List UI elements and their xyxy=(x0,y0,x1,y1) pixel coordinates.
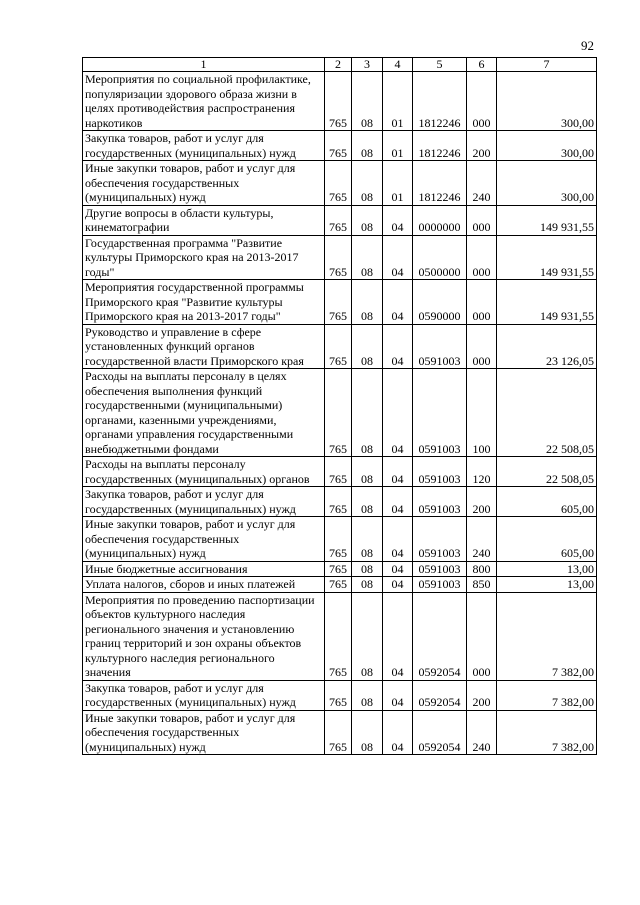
row-subsection-code: 04 xyxy=(383,592,413,680)
row-amount: 300,00 xyxy=(497,161,597,206)
row-section-code: 08 xyxy=(352,561,383,577)
row-subsection-code: 04 xyxy=(383,235,413,280)
page-number: 92 xyxy=(581,38,594,53)
row-expense-type-code: 120 xyxy=(467,457,497,487)
row-amount: 7 382,00 xyxy=(497,710,597,755)
row-subsection-code: 04 xyxy=(383,710,413,755)
row-target-code: 0000000 xyxy=(413,205,467,235)
column-header: 7 xyxy=(497,58,597,72)
row-name: Закупка товаров, работ и услуг для государственных (муниципальных) нужд xyxy=(83,131,325,161)
column-header: 6 xyxy=(467,58,497,72)
row-ministry-code: 765 xyxy=(325,369,352,457)
row-amount: 7 382,00 xyxy=(497,592,597,680)
table-row xyxy=(83,680,597,710)
row-expense-type-code: 240 xyxy=(467,517,497,562)
row-expense-type-code: 000 xyxy=(467,205,497,235)
row-ministry-code: 765 xyxy=(325,517,352,562)
row-target-code: 0592054 xyxy=(413,710,467,755)
row-section-code: 08 xyxy=(352,517,383,562)
column-header: 2 xyxy=(325,58,352,72)
table-row xyxy=(83,592,597,680)
table-row xyxy=(83,324,597,369)
row-name: Уплата налогов, сборов и иных платежей xyxy=(83,577,325,593)
row-expense-type-code: 240 xyxy=(467,161,497,206)
row-target-code: 0591003 xyxy=(413,561,467,577)
row-ministry-code: 765 xyxy=(325,710,352,755)
row-section-code: 08 xyxy=(352,487,383,517)
row-section-code: 08 xyxy=(352,369,383,457)
row-name: Мероприятия по социальной профилактике, популяризации здорового образа жизни в целях противодействия распространения наркотиков xyxy=(83,72,325,131)
row-ministry-code: 765 xyxy=(325,487,352,517)
row-amount: 605,00 xyxy=(497,487,597,517)
row-ministry-code: 765 xyxy=(325,561,352,577)
row-name: Иные закупки товаров, работ и услуг для обеспечения государственных (муниципальных) нужд xyxy=(83,710,325,755)
row-subsection-code: 04 xyxy=(383,561,413,577)
table-row xyxy=(83,72,597,131)
row-target-code: 0500000 xyxy=(413,235,467,280)
row-section-code: 08 xyxy=(352,205,383,235)
row-section-code: 08 xyxy=(352,72,383,131)
row-section-code: 08 xyxy=(352,710,383,755)
row-name: Другие вопросы в области культуры, кинематографии xyxy=(83,205,325,235)
row-target-code: 1812246 xyxy=(413,72,467,131)
row-name: Иные закупки товаров, работ и услуг для обеспечения государственных (муниципальных) нужд xyxy=(83,161,325,206)
row-section-code: 08 xyxy=(352,280,383,325)
row-name: Закупка товаров, работ и услуг для государственных (муниципальных) нужд xyxy=(83,680,325,710)
row-ministry-code: 765 xyxy=(325,680,352,710)
row-section-code: 08 xyxy=(352,577,383,593)
row-subsection-code: 04 xyxy=(383,487,413,517)
row-amount: 300,00 xyxy=(497,72,597,131)
row-name: Мероприятия по проведению паспортизации объектов культурного наследия регионального значения и установлению границ территорий и зон охраны объектов культурного наследия регионального значения xyxy=(83,592,325,680)
row-expense-type-code: 200 xyxy=(467,487,497,517)
row-subsection-code: 01 xyxy=(383,72,413,131)
table-row xyxy=(83,280,597,325)
row-subsection-code: 04 xyxy=(383,205,413,235)
row-amount: 149 931,55 xyxy=(497,205,597,235)
row-name: Государственная программа "Развитие культуры Приморского края на 2013-2017 годы" xyxy=(83,235,325,280)
table-row xyxy=(83,235,597,280)
row-target-code: 0591003 xyxy=(413,577,467,593)
row-target-code: 1812246 xyxy=(413,161,467,206)
row-ministry-code: 765 xyxy=(325,324,352,369)
row-target-code: 0591003 xyxy=(413,517,467,562)
row-section-code: 08 xyxy=(352,324,383,369)
budget-table xyxy=(82,57,597,755)
row-amount: 13,00 xyxy=(497,577,597,593)
column-header: 5 xyxy=(413,58,467,72)
row-target-code: 0592054 xyxy=(413,592,467,680)
row-subsection-code: 04 xyxy=(383,324,413,369)
row-ministry-code: 765 xyxy=(325,161,352,206)
row-subsection-code: 01 xyxy=(383,131,413,161)
row-amount: 23 126,05 xyxy=(497,324,597,369)
row-expense-type-code: 000 xyxy=(467,72,497,131)
row-section-code: 08 xyxy=(352,235,383,280)
table-row xyxy=(83,710,597,755)
row-name: Расходы на выплаты персоналу в целях обеспечения выполнения функций государственными (муниципальными) органами, казенными учреждениями, органами управления государственными внебюджетными фондами xyxy=(83,369,325,457)
row-expense-type-code: 240 xyxy=(467,710,497,755)
row-ministry-code: 765 xyxy=(325,280,352,325)
row-amount: 300,00 xyxy=(497,131,597,161)
row-expense-type-code: 000 xyxy=(467,280,497,325)
row-target-code: 0592054 xyxy=(413,680,467,710)
row-section-code: 08 xyxy=(352,592,383,680)
row-expense-type-code: 200 xyxy=(467,680,497,710)
row-amount: 605,00 xyxy=(497,517,597,562)
column-header: 4 xyxy=(383,58,413,72)
table-row xyxy=(83,561,597,577)
table-row xyxy=(83,577,597,593)
row-target-code: 1812246 xyxy=(413,131,467,161)
row-name: Закупка товаров, работ и услуг для государственных (муниципальных) нужд xyxy=(83,487,325,517)
row-expense-type-code: 200 xyxy=(467,131,497,161)
table-row xyxy=(83,517,597,562)
row-target-code: 0591003 xyxy=(413,324,467,369)
row-target-code: 0591003 xyxy=(413,369,467,457)
table-row xyxy=(83,205,597,235)
row-ministry-code: 765 xyxy=(325,235,352,280)
row-ministry-code: 765 xyxy=(325,577,352,593)
row-section-code: 08 xyxy=(352,131,383,161)
row-expense-type-code: 100 xyxy=(467,369,497,457)
table-row xyxy=(83,369,597,457)
row-name: Иные закупки товаров, работ и услуг для обеспечения государственных (муниципальных) нужд xyxy=(83,517,325,562)
row-ministry-code: 765 xyxy=(325,592,352,680)
row-section-code: 08 xyxy=(352,161,383,206)
row-expense-type-code: 850 xyxy=(467,577,497,593)
row-expense-type-code: 000 xyxy=(467,592,497,680)
header-row xyxy=(83,58,597,72)
row-subsection-code: 04 xyxy=(383,680,413,710)
table-row xyxy=(83,457,597,487)
row-ministry-code: 765 xyxy=(325,131,352,161)
row-amount: 22 508,05 xyxy=(497,369,597,457)
table-row xyxy=(83,487,597,517)
row-subsection-code: 04 xyxy=(383,517,413,562)
table-row xyxy=(83,131,597,161)
row-target-code: 0591003 xyxy=(413,457,467,487)
row-subsection-code: 04 xyxy=(383,280,413,325)
row-name: Иные бюджетные ассигнования xyxy=(83,561,325,577)
column-header: 1 xyxy=(83,58,325,72)
row-expense-type-code: 000 xyxy=(467,324,497,369)
row-section-code: 08 xyxy=(352,680,383,710)
row-amount: 22 508,05 xyxy=(497,457,597,487)
row-target-code: 0591003 xyxy=(413,487,467,517)
row-ministry-code: 765 xyxy=(325,205,352,235)
row-section-code: 08 xyxy=(352,457,383,487)
row-ministry-code: 765 xyxy=(325,72,352,131)
row-expense-type-code: 800 xyxy=(467,561,497,577)
row-expense-type-code: 000 xyxy=(467,235,497,280)
row-name: Мероприятия государственной программы Приморского края "Развитие культуры Приморского края на 2013-2017 годы" xyxy=(83,280,325,325)
row-subsection-code: 04 xyxy=(383,577,413,593)
row-amount: 7 382,00 xyxy=(497,680,597,710)
column-header: 3 xyxy=(352,58,383,72)
row-name: Расходы на выплаты персоналу государственных (муниципальных) органов xyxy=(83,457,325,487)
row-name: Руководство и управление в сфере установленных функций органов государственной власти Приморского края xyxy=(83,324,325,369)
row-amount: 149 931,55 xyxy=(497,280,597,325)
row-amount: 149 931,55 xyxy=(497,235,597,280)
row-subsection-code: 04 xyxy=(383,457,413,487)
row-subsection-code: 04 xyxy=(383,369,413,457)
row-amount: 13,00 xyxy=(497,561,597,577)
table-row xyxy=(83,161,597,206)
row-target-code: 0590000 xyxy=(413,280,467,325)
row-subsection-code: 01 xyxy=(383,161,413,206)
row-ministry-code: 765 xyxy=(325,457,352,487)
